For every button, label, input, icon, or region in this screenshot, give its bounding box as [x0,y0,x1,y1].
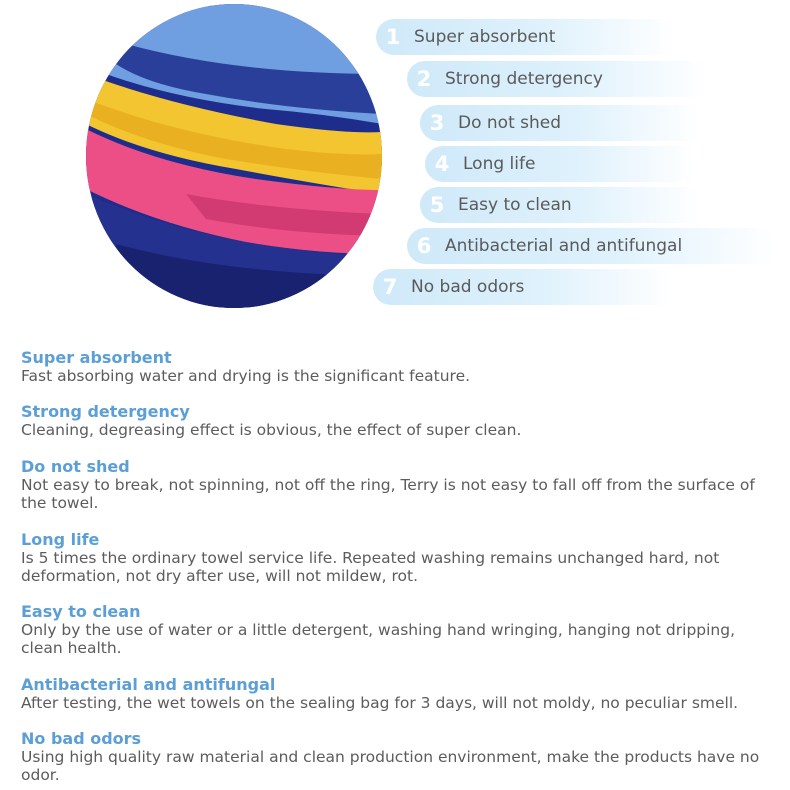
feature-label: Super absorbent [414,27,556,47]
description-title: Easy to clean [21,602,141,621]
feature-number: 2 [416,67,432,91]
description-text: Cleaning, degreasing effect is obvious, the effect of super clean. [21,421,522,439]
feature-number: 3 [429,111,445,135]
feature-label: Antibacterial and antifungal [445,236,683,256]
feature-number: 1 [385,25,401,49]
description-title: No bad odors [21,729,142,748]
feature-number: 6 [416,234,432,258]
feature-pill-1 [376,19,676,55]
feature-number: 7 [382,275,398,299]
feature-label: Strong detergency [445,69,603,89]
description-block-6 [21,675,776,712]
description-block-5 [21,602,776,657]
description-block-4 [21,530,776,585]
description-title: Do not shed [21,457,130,476]
towel-stack-photo [86,4,382,308]
feature-pill-3 [420,105,700,141]
feature-label: Easy to clean [458,195,572,215]
description-text: Using high quality raw material and clean production environment, make the products have no odor. [21,748,760,784]
description-title: Long life [21,530,100,549]
feature-pill-2 [407,61,707,97]
description-text: After testing, the wet towels on the sealing bag for 3 days, will not moldy, no peculiar smell. [21,694,739,712]
feature-pill-6 [407,228,777,264]
feature-label: Long life [463,154,536,174]
description-title: Strong detergency [21,402,190,421]
feature-number: 5 [429,193,445,217]
description-title: Antibacterial and antifungal [21,675,276,694]
description-text: Fast absorbing water and drying is the significant feature. [21,367,471,385]
description-block-1 [21,348,776,385]
description-text: Only by the use of water or a little detergent, washing hand wringing, hanging not dripping, clean health. [21,621,736,657]
description-text: Is 5 times the ordinary towel service life. Repeated washing remains unchanged hard, not deformation, not dry after use, will not mildew, rot. [21,549,720,585]
description-text: Not easy to break, not spinning, not off the ring, Terry is not easy to fall off from the surface of the towel. [21,476,755,512]
feature-number: 4 [434,152,450,176]
description-block-2 [21,402,776,439]
description-title: Super absorbent [21,348,172,367]
description-block-3 [21,457,776,512]
feature-label: Do not shed [458,113,562,133]
feature-pill-4 [425,146,695,182]
feature-pill-7 [373,269,673,305]
feature-pill-5 [420,187,700,223]
feature-label: No bad odors [411,277,525,297]
description-block-7 [21,729,776,784]
